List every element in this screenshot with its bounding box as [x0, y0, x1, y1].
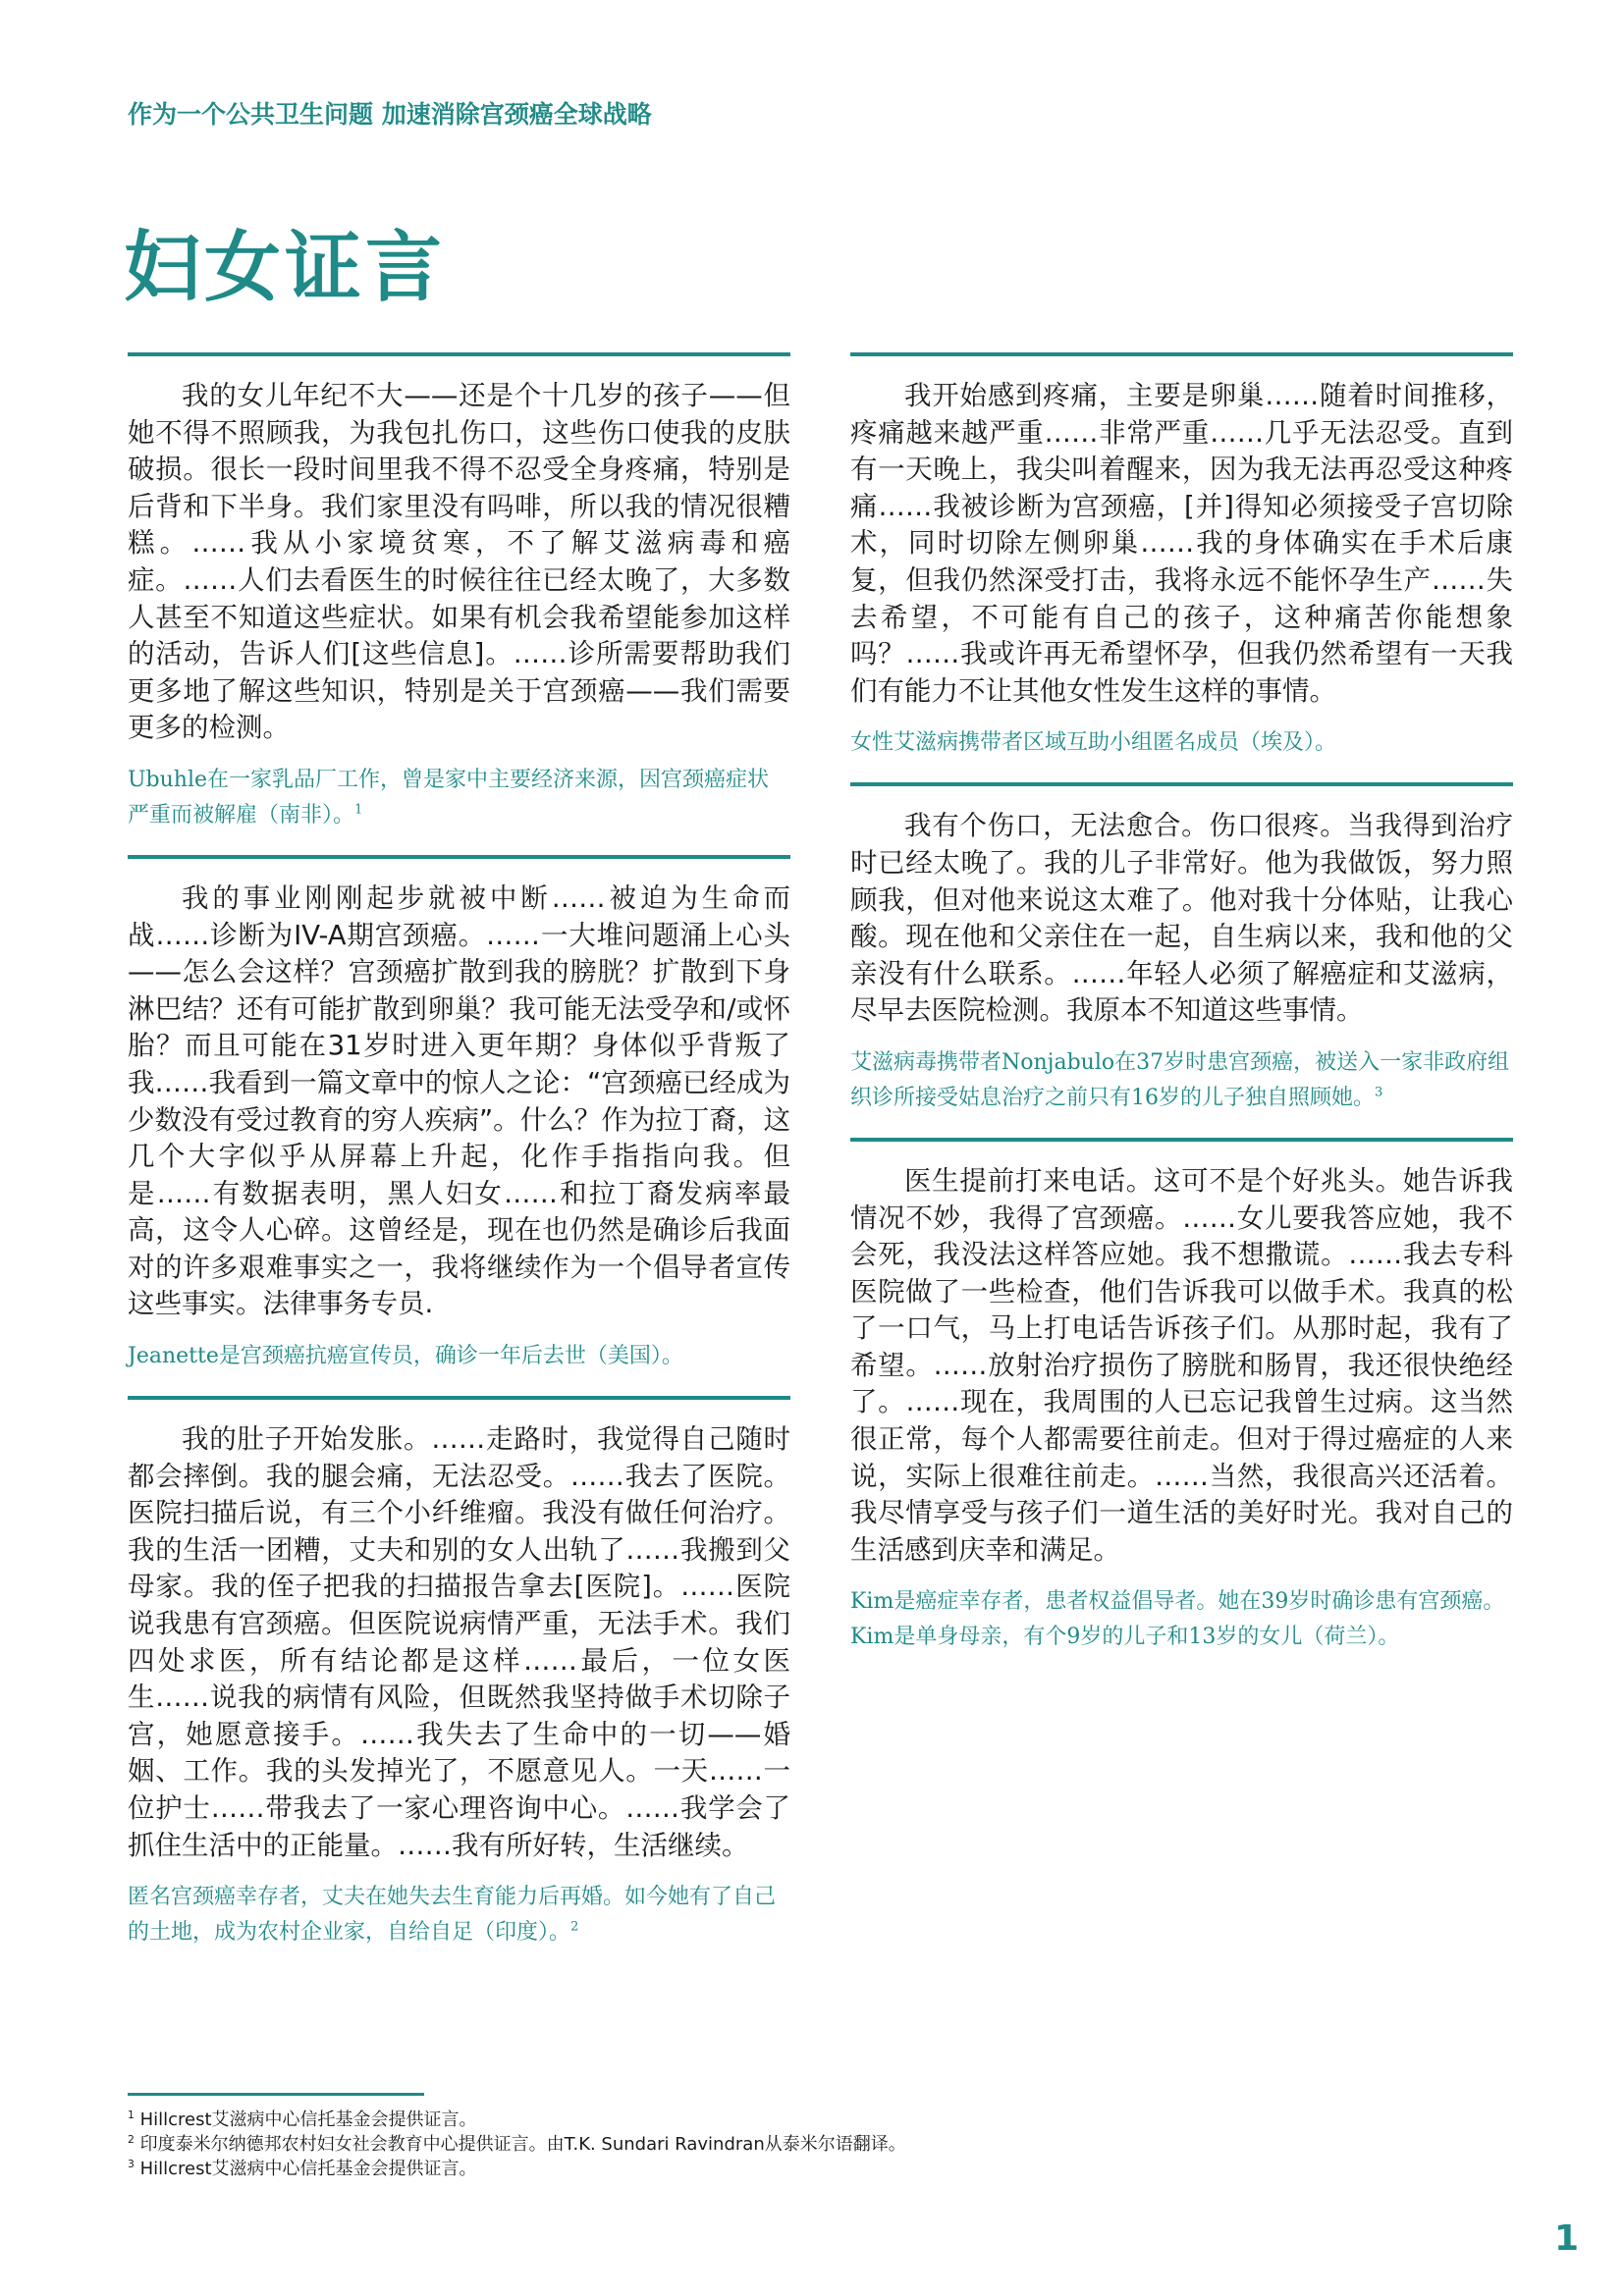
testimony-quote: 我开始感到疼痛，主要是卵巢……随着时间推移，疼痛越来越严重……非常严重……几乎无法忍受。直到有一天晚上，我尖叫着醒来，因为我无法再忍受这种疼痛……我被诊断为宫颈癌，[并]得知必须接受子宫切除术，同时切除左侧卵巢……我的身体确实在手术后康复，但我仍然深受打击，我将永远不能怀孕生产……失去希望，不可能有自己的孩子，这种痛苦你能想象吗？……我或许再无希望怀孕，但我仍然希望有一天我们有能力不让其他女性发生这样的事情。 — [850, 380, 1513, 707]
footnotes — [128, 2093, 1208, 2181]
footnote — [128, 2108, 1208, 2132]
testimony-caption — [128, 1339, 790, 1374]
caption-text: Kim是癌症幸存者，患者权益倡导者。她在39岁时确诊患有宫颈癌。Kim是单身母亲，有个9岁的儿子和13岁的女儿（荷兰）。 — [850, 1589, 1505, 1650]
testimony-caption — [128, 763, 790, 833]
caption-text: 匿名宫颈癌幸存者，丈夫在她失去生育能力后再婚。如今她有了自己的土地，成为农村企业家，自给自足（印度）。 — [128, 1885, 777, 1946]
testimony-quote: 我的事业刚刚起步就被中断……被迫为生命而战……诊断为IV-A期宫颈癌。……一大堆问题涌上心头——怎么会这样？宫颈癌扩散到我的膀胱？扩散到下身淋巴结？还有可能扩散到卵巢？我可能无法受孕和/或怀胎？而且可能在31岁时进入更年期？身体似乎背叛了我……我看到一篇文章中的惊人之论：“宫颈癌已经成为少数没有受过教育的穷人疾病”。什么？作为拉丁裔，这几个大字似乎从屏幕上升起，化作手指指向我。但是……有数据表明，黑人妇女……和拉丁裔发病率最高，这令人心碎。这曾经是，现在也仍然是确诊后我面对的许多艰难事实之一，我将继续作为一个倡导者宣传这些事实。法律事务专员. — [128, 881, 790, 1320]
caption-text: Jeanette是宫颈癌抗癌宣传员，确诊一年后去世（美国）。 — [128, 1344, 683, 1369]
footnote-ref: 1 — [354, 802, 363, 818]
footnote-number: 2 — [128, 2133, 135, 2146]
testimony-block — [128, 352, 790, 833]
footnote-text: Hillcrest艾滋病中心信托基金会提供证言。 — [139, 2109, 477, 2130]
testimony-block — [128, 855, 790, 1374]
testimony-caption — [850, 1045, 1513, 1116]
page-title: 妇女证言 — [124, 224, 447, 312]
testimony-block — [850, 782, 1513, 1116]
testimony-block — [128, 1396, 790, 1950]
caption-text: Ubuhle在一家乳品厂工作，曾是家中主要经济来源，因宫颈癌症状严重而被解雇（南非）。 — [128, 767, 770, 828]
testimony-quote: 我的肚子开始发胀。……走路时，我觉得自己随时都会摔倒。我的腿会痛，无法忍受。……我去了医院。医院扫描后说，有三个小纤维瘤。我没有做任何治疗。我的生活一团糟，丈夫和别的女人出轨了……我搬到父母家。我的侄子把我的扫描报告拿去[医院]。……医院说我患有宫颈癌。但医院说病情严重，无法手术。我们四处求医，所有结论都是这样……最后，一位女医生……说我的病情有风险，但既然我坚持做手术切除子宫，她愿意接手。……我失去了生命中的一切——婚姻、工作。我的头发掉光了，不愿意见人。一天……一位护士……带我去了一家心理咨询中心。……我学会了抓住生活中的正能量。……我有所好转，生活继续。 — [128, 1423, 790, 1861]
footnote — [128, 2132, 1208, 2157]
left-column — [128, 352, 790, 1972]
testimony-caption — [850, 1584, 1513, 1655]
caption-text: 艾滋病毒携带者Nonjabulo在37岁时患宫颈癌，被送入一家非政府组织诊所接受姑息治疗之前只有16岁的儿子独自照顾她。 — [850, 1049, 1510, 1110]
footnote-ref: 3 — [1375, 1085, 1383, 1100]
footnote-number: 1 — [128, 2109, 135, 2121]
testimony-caption — [850, 725, 1513, 761]
testimony-block — [850, 352, 1513, 761]
running-header: 作为一个公共卫生问题 加速消除宫颈癌全球战略 — [128, 100, 652, 129]
footnote-text: Hillcrest艾滋病中心信托基金会提供证言。 — [139, 2159, 477, 2179]
testimony-quote: 医生提前打来电话。这可不是个好兆头。她告诉我情况不妙，我得了宫颈癌。……女儿要我答应她，我不会死，我没法这样答应她。我不想撒谎。……我去专科医院做了一些检查，他们告诉我可以做手术。我真的松了一口气，马上打电话告诉孩子们。从那时起，我有了希望。……放射治疗损伤了膀胱和肠胃，我还很快绝经了。……现在，我周围的人已忘记我曾生过病。这当然很正常，每个人都需要往前走。但对于得过癌症的人来说，实际上很难往前走。……当然，我很高兴还活着。我尽情享受与孩子们一道生活的美好时光。我对自己的生活感到庆幸和满足。 — [850, 1164, 1513, 1566]
right-column — [850, 352, 1513, 1677]
footnote-text: 印度泰米尔纳德邦农村妇女社会教育中心提供证言。由T.K. Sundari Ravindran从泰米尔语翻译。 — [139, 2134, 906, 2155]
footnote-ref: 2 — [570, 1919, 579, 1935]
caption-text: 女性艾滋病携带者区域互助小组匿名成员（埃及）。 — [850, 730, 1337, 756]
page-number: 1 — [1553, 2218, 1579, 2259]
testimony-block — [850, 1138, 1513, 1656]
testimony-quote: 我的女儿年纪不大——还是个十几岁的孩子——但她不得不照顾我，为我包扎伤口，这些伤口使我的皮肤破损。很长一段时间里我不得不忍受全身疼痛，特别是后背和下半身。我们家里没有吗啡，所以我的情况很糟糕。……我从小家境贫寒，不了解艾滋病毒和癌症。……人们去看医生的时候往往已经太晚了，大多数人甚至不知道这些症状。如果有机会我希望能参加这样的活动，告诉人们[这些信息]。……诊所需要帮助我们更多地了解这些知识，特别是关于宫颈癌——我们需要更多的检测。 — [128, 380, 790, 744]
testimony-quote: 我有个伤口，无法愈合。伤口很疼。当我得到治疗时已经太晚了。我的儿子非常好。他为我做饭，努力照顾我，但对他来说这太难了。他对我十分体贴，让我心酸。现在他和父亲住在一起，自生病以来，我和他的父亲没有什么联系。……年轻人必须了解癌症和艾滋病，尽早去医院检测。我原本不知道这些事情。 — [850, 810, 1513, 1027]
footnote — [128, 2157, 1208, 2181]
testimony-caption — [128, 1880, 790, 1950]
footnote-number: 3 — [128, 2158, 135, 2170]
footnote-divider — [128, 2093, 424, 2096]
